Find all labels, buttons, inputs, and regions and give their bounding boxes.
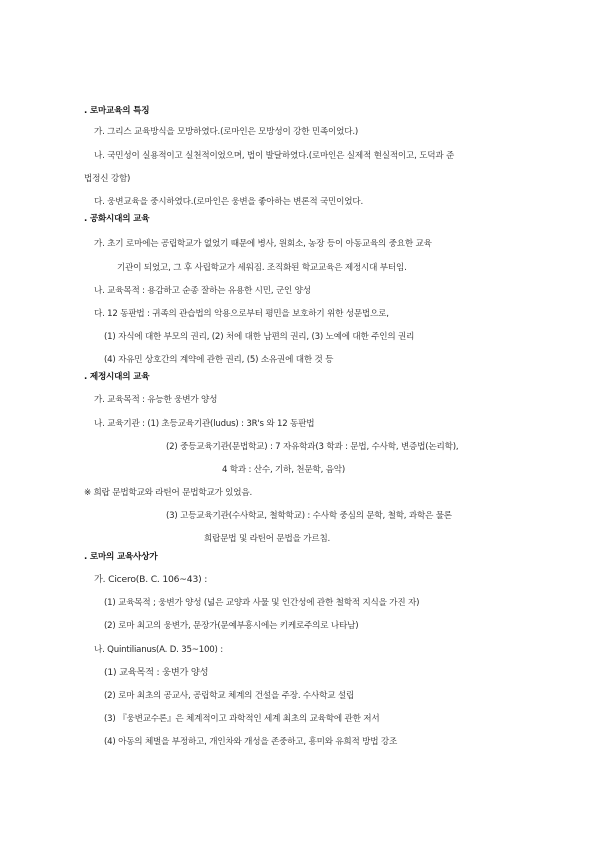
item-na-institutions-primary: 나. 교육기관 : (1) 초등교육기관(ludus) : 3R's 와 12 동판법 — [94, 419, 315, 429]
item-institutions-secondary-continuation: 4 학과 : 산수, 기하, 천문학, 음악) — [222, 465, 346, 475]
item-na-practical-national-character: 나. 국민성이 실용적이고 실천적이었으며, 법이 발달하였다.(로마인은 실제적 현실적이고, 도덕과 준 — [94, 151, 455, 161]
item-na-quintilianus: 나. Quintilianus(A. D. 35~100) : — [94, 645, 223, 655]
section-heading-imperial-education: . 제정시대의 교육 — [84, 372, 150, 382]
item-na-education-goal: 나. 교육목적 : 용감하고 순종 잘하는 유용한 시민, 군인 양성 — [94, 286, 311, 296]
item-da-rhetoric-emphasis: 다. 웅변교육을 중시하였다.(로마인은 웅변을 좋아하는 변론적 국민이었다. — [94, 197, 363, 207]
item-quintilianus-point-1: (1) 교육목적 : 웅변가 양성 — [104, 667, 209, 678]
item-quintilianus-point-2: (2) 로마 최초의 공교사, 공립학교 체계의 건설을 주장. 수사학교 설립 — [104, 691, 355, 701]
item-cicero-point-2: (2) 로마 최고의 웅변가, 문장가(문예부흥시에는 키케로주의로 나타남) — [104, 621, 359, 631]
item-twelve-tables-rights-1: (1) 자식에 대한 부모의 권리, (2) 처에 대한 남편의 권리, (3) 노예에 대한 주인의 권리 — [104, 332, 415, 342]
item-ga-continuation: 기관이 되었고, 그 후 사립학교가 세워짐. 조직화된 학교교육은 제정시대 부터임. — [117, 263, 407, 273]
item-cicero-point-1: (1) 교육목적 ; 웅변가 양성 (넓은 교양과 사물 및 인간성에 관한 철학적 지식을 가진 자) — [104, 598, 420, 608]
item-institutions-higher-continuation: 희랍문법 및 라틴어 문법을 가르침. — [204, 534, 331, 544]
item-ga-greek-imitation: 가. 그리스 교육방식을 모방하였다.(로마인은 모방성이 강한 민족이었다.) — [94, 127, 359, 137]
section-heading-republic-education: . 공화시대의 교육 — [84, 214, 150, 224]
item-ga-imperial-goal: 가. 교육목적 : 유능한 웅변가 양성 — [94, 395, 218, 405]
item-institutions-higher: (3) 고등교육기관(수사학교, 철학학교) : 수사학 중심의 문학, 철학, 과학은 물론 — [166, 511, 452, 521]
item-ga-cicero: 가. Cicero(B. C. 106~43) : — [94, 574, 208, 585]
item-quintilianus-point-3: (3) 『웅변교수론』은 체계적이고 과학적인 세계 최초의 교육학에 관한 저서 — [104, 714, 380, 724]
item-institutions-secondary: (2) 중등교육기관(문법학교) : 7 자유학과(3 학과 : 문법, 수사학, 변증법(논리학), — [166, 442, 459, 452]
item-ga-early-rome: 가. 초기 로마에는 공립학교가 없었기 때문에 병사, 원회소, 농장 등이 아동교육의 중요한 교육 — [94, 239, 432, 249]
section-heading-roman-features: . 로마교육의 특징 — [84, 106, 150, 116]
item-quintilianus-point-4: (4) 아동의 체벌을 부정하고, 개인차와 개성을 존중하고, 흥미와 유희적 방법 강조 — [104, 737, 398, 747]
note-greek-latin-grammar-schools: ※ 희랍 문법학교와 라틴어 문법학교가 있었음. — [84, 488, 253, 498]
item-na-continuation: 법정신 강함) — [84, 174, 131, 184]
item-twelve-tables-rights-2: (4) 자유민 상호간의 계약에 관한 권리, (5) 소유권에 대한 것 등 — [104, 355, 334, 365]
item-da-twelve-tables: 다. 12 동판법 : 귀족의 관습법의 악용으로부터 평민을 보호하기 위한 성문법으로, — [94, 309, 389, 319]
section-heading-roman-educators: . 로마의 교육사상가 — [84, 552, 158, 562]
